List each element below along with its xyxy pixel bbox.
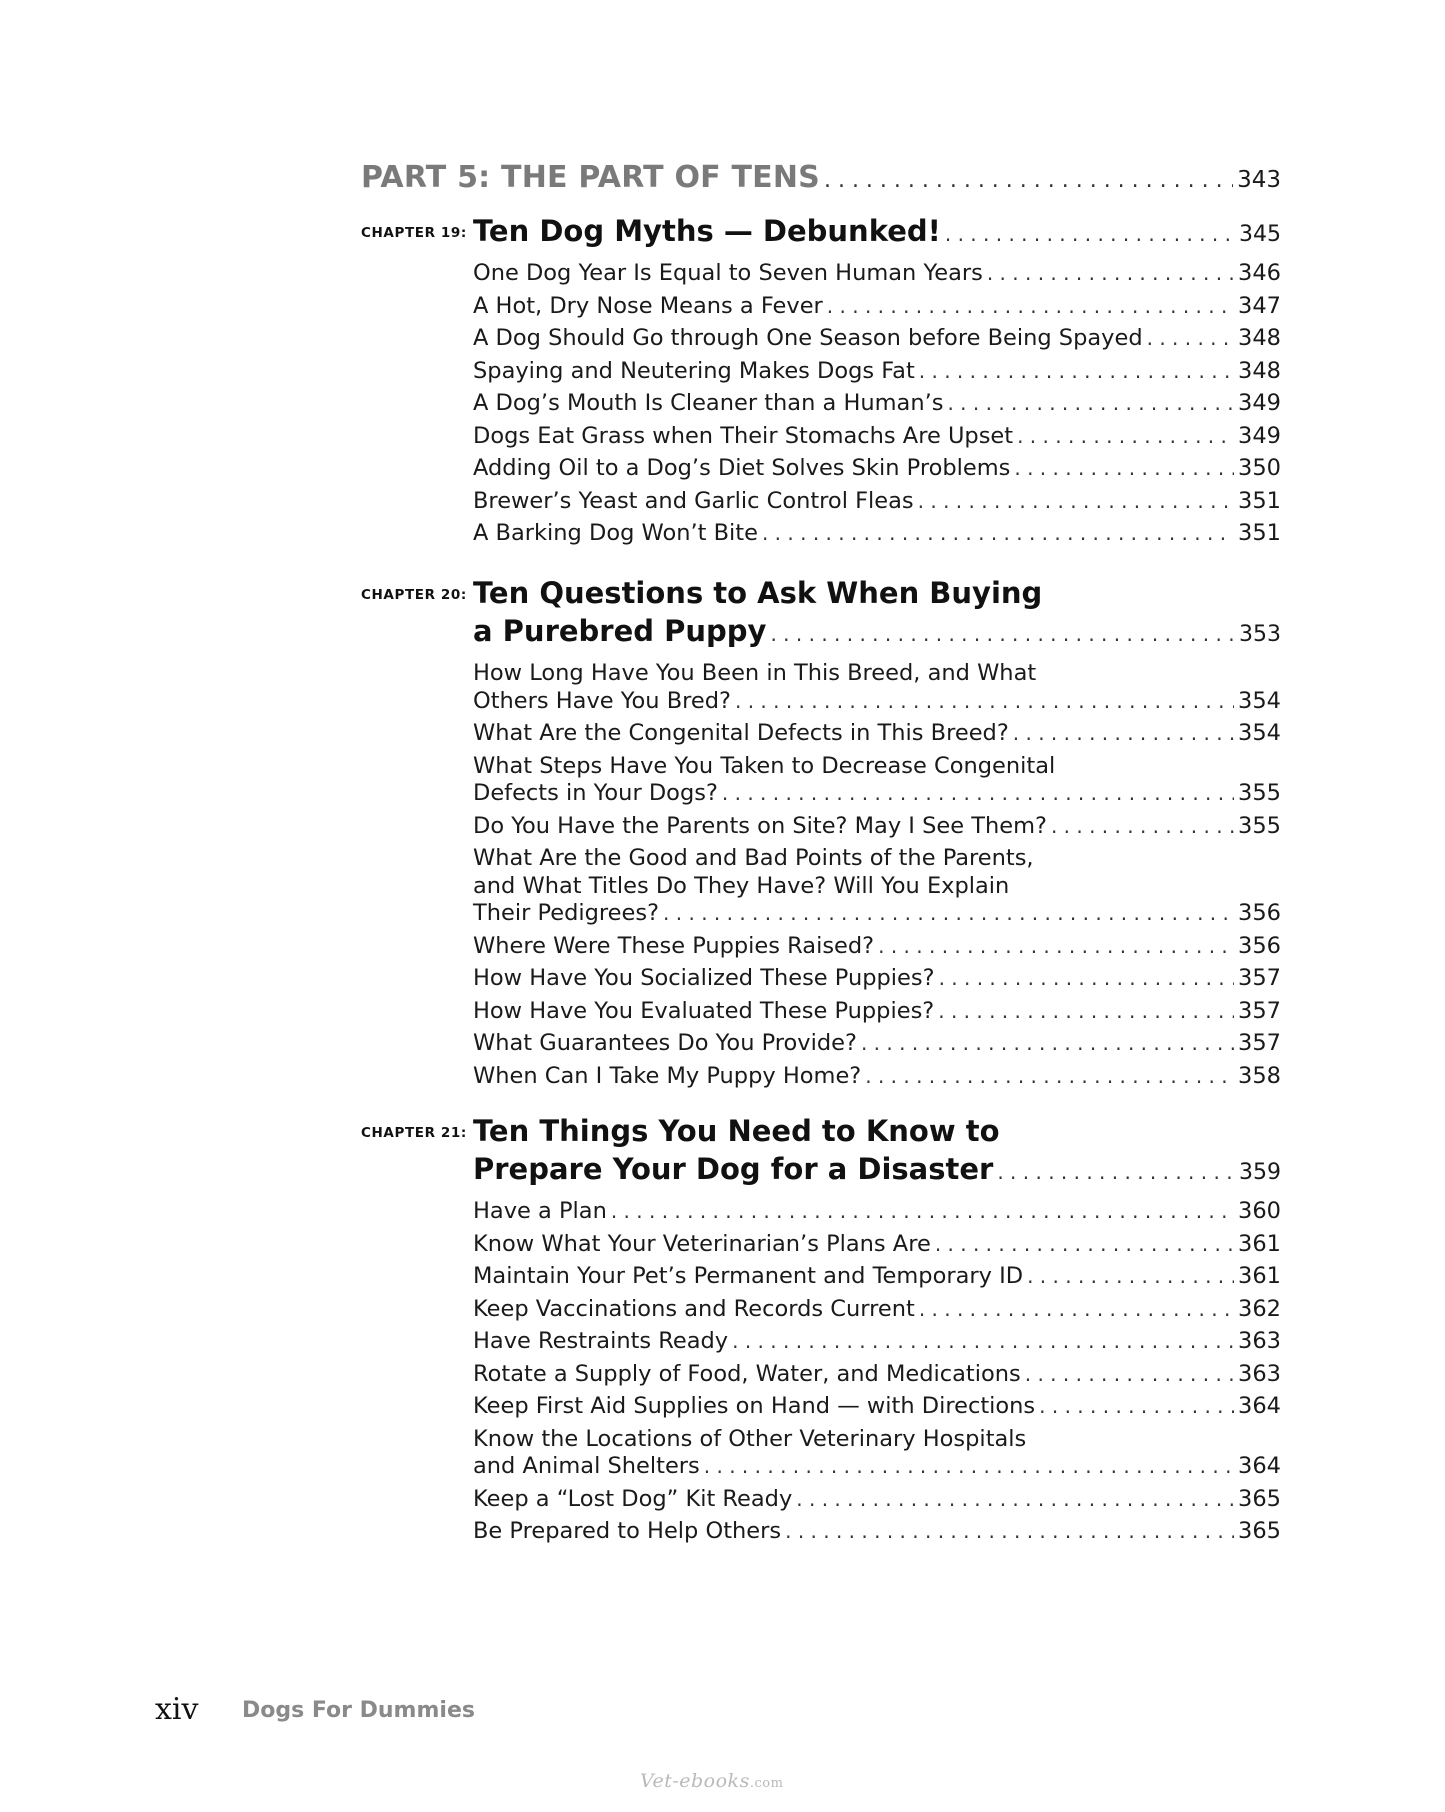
dot-leader — [945, 215, 1235, 253]
entry-page-number: 365 — [1238, 1518, 1281, 1544]
entry-page-number: 346 — [1238, 260, 1281, 286]
part-page-number: 343 — [1237, 167, 1281, 193]
dot-leader — [762, 520, 1234, 548]
part-title: PART 5: THE PART OF TENS — [361, 160, 820, 195]
watermark-logo — [640, 1770, 783, 1792]
toc-entry[interactable] — [473, 260, 1281, 288]
dot-leader — [865, 1063, 1234, 1091]
entry-row — [473, 1518, 1281, 1546]
toc-entry[interactable] — [473, 1328, 1281, 1356]
entry-row — [473, 1030, 1281, 1058]
entry-row — [473, 1453, 1281, 1481]
entry-text-line: How Have You Socialized These Puppies? — [473, 965, 935, 991]
entry-row — [473, 1486, 1281, 1514]
toc-entry[interactable] — [473, 965, 1281, 993]
entry-text-line: When Can I Take My Puppy Home? — [473, 1062, 862, 1089]
entry-text-line: What Are the Congenital Defects in This Breed? — [473, 720, 1009, 746]
entry-row — [473, 720, 1281, 748]
entry-text-line: Spaying and Neutering Makes Dogs Fat — [473, 357, 915, 384]
dot-leader — [663, 900, 1234, 928]
entry-page-number: 358 — [1238, 1062, 1281, 1089]
dot-leader — [722, 780, 1234, 808]
chapter-title-line: a Purebred Puppy — [473, 614, 767, 648]
entry-text-line: A Barking Dog Won’t Bite — [473, 520, 758, 546]
dot-leader — [939, 965, 1234, 993]
toc-entry[interactable] — [473, 1231, 1281, 1259]
dot-leader — [704, 1453, 1234, 1481]
entry-page-number: 360 — [1238, 1198, 1281, 1224]
entry-text-line: Rotate a Supply of Food, Water, and Medications — [473, 1360, 1021, 1387]
entry-page-number: 350 — [1238, 455, 1281, 481]
entry-row — [473, 1328, 1281, 1356]
entry-row — [473, 1361, 1281, 1389]
chapter-label: CHAPTER 19: — [361, 225, 467, 241]
dot-leader — [987, 260, 1234, 288]
toc-entry[interactable] — [473, 390, 1281, 418]
entry-page-number: 354 — [1238, 720, 1281, 746]
toc-entry[interactable] — [473, 325, 1281, 353]
toc-entry[interactable] — [473, 1518, 1281, 1546]
entry-text-line: Know the Locations of Other Veterinary Hospitals — [473, 1425, 1027, 1452]
dot-leader — [1147, 325, 1234, 353]
entry-row — [473, 325, 1281, 353]
entry-page-number: 349 — [1238, 390, 1281, 416]
section-list — [473, 260, 1281, 548]
entry-row — [473, 933, 1281, 961]
dot-leader — [796, 1486, 1234, 1514]
toc-entry[interactable] — [473, 358, 1281, 386]
dot-leader — [1051, 813, 1234, 841]
entry-row — [473, 1231, 1281, 1259]
entry-page-number: 362 — [1238, 1295, 1281, 1322]
dot-leader — [1014, 455, 1234, 483]
chapter-page-number: 353 — [1239, 622, 1281, 647]
toc-entry[interactable] — [473, 488, 1281, 516]
section-list — [473, 1198, 1281, 1546]
toc-entry[interactable] — [473, 1198, 1281, 1226]
entry-page-number: 356 — [1238, 932, 1281, 959]
entry-page-number: 365 — [1238, 1485, 1281, 1512]
chapter-title-row — [473, 212, 1281, 254]
entry-page-number: 355 — [1238, 780, 1281, 806]
entry-page-number: 363 — [1238, 1360, 1281, 1387]
entry-text-line: Do You Have the Parents on Site? May I See Them? — [473, 812, 1047, 839]
entry-text-line: Maintain Your Pet’s Permanent and Temporary ID — [473, 1263, 1024, 1289]
dot-leader — [919, 1296, 1234, 1324]
toc-entry[interactable] — [473, 520, 1281, 548]
dot-leader — [938, 998, 1234, 1026]
entry-text-line: What Steps Have You Taken to Decrease Congenital — [473, 752, 1056, 779]
toc-entry[interactable] — [473, 1063, 1281, 1091]
toc-entry[interactable] — [473, 1486, 1281, 1514]
entry-page-number: 354 — [1238, 687, 1281, 714]
entry-page-number: 363 — [1238, 1328, 1281, 1354]
chapter-label: CHAPTER 21: — [361, 1125, 467, 1141]
toc-entry[interactable] — [473, 423, 1281, 451]
entry-text-line: Their Pedigrees? — [473, 900, 660, 926]
entry-text-line: Defects in Your Dogs? — [473, 780, 718, 806]
entry-row — [473, 900, 1281, 928]
toc-entry[interactable] — [473, 1263, 1281, 1291]
entry-row — [473, 455, 1281, 483]
entry-row — [473, 813, 1281, 841]
entry-page-number: 355 — [1238, 812, 1281, 839]
entry-page-number: 347 — [1238, 292, 1281, 319]
entry-text-line: What Are the Good and Bad Points of the Parents, — [473, 845, 1034, 871]
chapter-19 — [361, 212, 1281, 553]
entry-page-number: 349 — [1238, 422, 1281, 449]
entry-row — [473, 965, 1281, 993]
entry-row — [473, 1063, 1281, 1091]
entry-text-line: Others Have You Bred? — [473, 687, 731, 714]
toc-entry[interactable] — [473, 293, 1281, 321]
dot-leader — [919, 358, 1234, 386]
entry-text-line: Keep Vaccinations and Records Current — [473, 1295, 915, 1322]
entry-text-line: How Have You Evaluated These Puppies? — [473, 997, 935, 1024]
dot-leader — [732, 1328, 1234, 1356]
entry-page-number: 357 — [1238, 1030, 1281, 1056]
dot-leader — [997, 1153, 1235, 1191]
entry-row — [473, 423, 1281, 451]
chapter-title-line: Ten Dog Myths — Debunked! — [473, 214, 941, 248]
dot-leader — [935, 1231, 1234, 1259]
entry-page-number: 364 — [1238, 1393, 1281, 1419]
entry-text-line: and Animal Shelters — [473, 1453, 700, 1479]
entry-page-number: 361 — [1238, 1230, 1281, 1257]
entry-text-line: Dogs Eat Grass when Their Stomachs Are Upset — [473, 422, 1014, 449]
entry-row — [473, 358, 1281, 386]
dot-leader — [878, 933, 1234, 961]
entry-page-number: 356 — [1238, 900, 1281, 926]
entry-text-line: How Long Have You Been in This Breed, and What — [473, 660, 1037, 686]
entry-text-line: Be Prepared to Help Others — [473, 1518, 782, 1544]
running-head: Dogs For Dummies — [242, 1698, 475, 1723]
entry-text-line: A Hot, Dry Nose Means a Fever — [473, 292, 823, 319]
watermark-text: Vet-ebooks — [640, 1770, 750, 1792]
chapter-page-number: 345 — [1239, 222, 1281, 247]
chapter-title-line: Prepare Your Dog for a Disaster — [473, 1152, 994, 1186]
toc-entry[interactable] — [473, 1426, 1281, 1481]
toc-entry[interactable] — [473, 1296, 1281, 1324]
chapter-title-line: Ten Questions to Ask When Buying — [473, 576, 1043, 610]
dot-leader — [785, 1518, 1234, 1546]
toc-entry[interactable] — [473, 455, 1281, 483]
entry-text-line: Where Were These Puppies Raised? — [473, 932, 875, 959]
dot-leader — [827, 293, 1234, 321]
entry-text-line: One Dog Year Is Equal to Seven Human Years — [473, 260, 983, 286]
entry-page-number: 351 — [1238, 487, 1281, 514]
dot-leader — [735, 688, 1234, 716]
chapter-title-row — [473, 1150, 1281, 1192]
toc-entry[interactable] — [473, 845, 1281, 928]
entry-row — [473, 293, 1281, 321]
section-list — [473, 660, 1281, 1090]
entry-text-line: Have Restraints Ready — [473, 1328, 729, 1354]
toc-entry[interactable] — [473, 660, 1281, 715]
toc-entry[interactable] — [473, 813, 1281, 841]
chapter-21 — [361, 1112, 1281, 1551]
entry-text-line: A Dog’s Mouth Is Cleaner than a Human’s — [473, 390, 944, 416]
entry-text-line: Keep First Aid Supplies on Hand — with Directions — [473, 1393, 1036, 1419]
dot-leader — [1039, 1393, 1234, 1421]
dot-leader — [947, 390, 1234, 418]
entry-page-number: 348 — [1238, 357, 1281, 384]
toc-entry[interactable] — [473, 1030, 1281, 1058]
entry-row — [473, 1263, 1281, 1291]
dot-leader — [861, 1030, 1234, 1058]
entry-text-line: Adding Oil to a Dog’s Diet Solves Skin Problems — [473, 455, 1011, 481]
entry-row — [473, 1198, 1281, 1226]
entry-page-number: 364 — [1238, 1453, 1281, 1479]
part-heading[interactable] — [361, 160, 1281, 195]
dot-leader — [611, 1198, 1234, 1226]
chapter-page-number: 359 — [1239, 1160, 1281, 1185]
dot-leader — [1013, 720, 1234, 748]
entry-text-line: and What Titles Do They Have? Will You Explain — [473, 872, 1010, 899]
page-folio: xiv — [155, 1692, 199, 1727]
chapter-20 — [361, 574, 1281, 1095]
toc-entry[interactable] — [473, 1361, 1281, 1389]
chapter-heading[interactable] — [473, 574, 1281, 654]
dot-leader — [770, 615, 1235, 653]
chapter-heading[interactable] — [473, 212, 1281, 254]
toc-entry[interactable] — [473, 933, 1281, 961]
entry-page-number: 351 — [1238, 520, 1281, 546]
entry-text-line: A Dog Should Go through One Season before Being Spayed — [473, 325, 1143, 351]
entry-text-line: Keep a “Lost Dog” Kit Ready — [473, 1485, 793, 1512]
watermark-suffix: .com — [749, 1776, 784, 1791]
toc-entry[interactable] — [473, 753, 1281, 808]
chapter-title-row — [473, 612, 1281, 654]
entry-row — [473, 780, 1281, 808]
toc-entry[interactable] — [473, 1393, 1281, 1421]
dot-leader — [1027, 1263, 1234, 1291]
entry-page-number: 361 — [1238, 1263, 1281, 1289]
dot-leader — [1017, 423, 1234, 451]
entry-page-number: 357 — [1238, 965, 1281, 991]
chapter-heading[interactable] — [473, 1112, 1281, 1192]
entry-page-number: 357 — [1238, 997, 1281, 1024]
entry-text-line: Brewer’s Yeast and Garlic Control Fleas — [473, 487, 914, 514]
dot-leader — [1025, 1361, 1234, 1389]
entry-row — [473, 520, 1281, 548]
entry-row — [473, 1296, 1281, 1324]
chapter-title-line: Ten Things You Need to Know to — [473, 1114, 1000, 1148]
entry-page-number: 348 — [1238, 325, 1281, 351]
entry-row — [473, 688, 1281, 716]
entry-text-line: What Guarantees Do You Provide? — [473, 1030, 857, 1056]
entry-row — [473, 998, 1281, 1026]
chapter-label: CHAPTER 20: — [361, 587, 467, 603]
dot-leader — [824, 168, 1233, 193]
entry-text-line: Have a Plan — [473, 1198, 607, 1224]
toc-entry[interactable] — [473, 998, 1281, 1026]
dot-leader — [918, 488, 1234, 516]
entry-row — [473, 390, 1281, 418]
entry-text-line: Know What Your Veterinarian’s Plans Are — [473, 1230, 931, 1257]
entry-row — [473, 260, 1281, 288]
entry-row — [473, 1393, 1281, 1421]
entry-row — [473, 488, 1281, 516]
toc-entry[interactable] — [473, 720, 1281, 748]
